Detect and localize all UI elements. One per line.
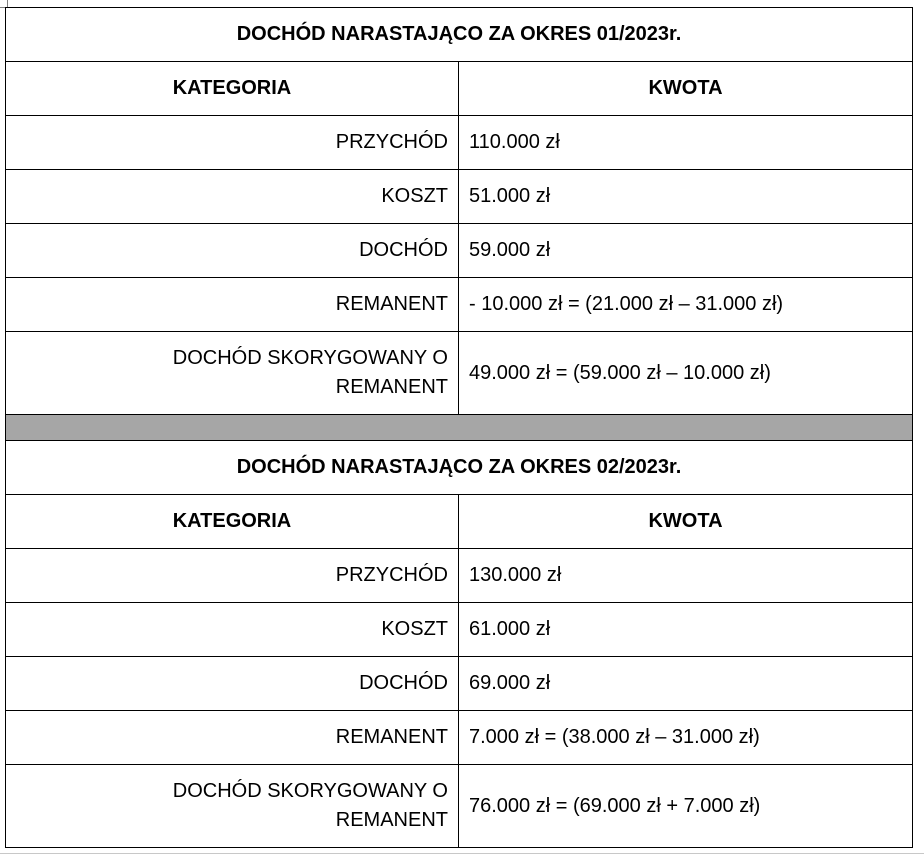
table-row: [6, 657, 913, 711]
header-category: KATEGORIA: [6, 62, 459, 116]
header-row: [6, 495, 913, 549]
header-amount: KWOTA: [459, 495, 913, 549]
section-title-row: [6, 8, 913, 62]
amount-cell: 51.000 zł: [459, 170, 913, 224]
table-row: [6, 332, 913, 415]
header-row: [6, 62, 913, 116]
table-row: [6, 549, 913, 603]
category-cell: PRZYCHÓD: [6, 116, 459, 170]
section-title-row: [6, 441, 913, 495]
section-title: DOCHÓD NARASTAJĄCO ZA OKRES 02/2023r.: [6, 441, 913, 495]
category-line: REMANENT: [335, 809, 448, 831]
amount-cell: 59.000 zł: [459, 224, 913, 278]
category-cell: DOCHÓD: [6, 657, 459, 711]
income-table: [5, 7, 913, 848]
header-amount: KWOTA: [459, 62, 913, 116]
amount-cell: 130.000 zł: [459, 549, 913, 603]
section-separator-row: [6, 415, 913, 441]
table-row: [6, 765, 913, 848]
table-row: [6, 603, 913, 657]
table-row: [6, 224, 913, 278]
category-line: REMANENT: [335, 376, 448, 398]
category-line: DOCHÓD SKORYGOWANY O: [172, 780, 448, 802]
amount-cell: - 10.000 zł = (21.000 zł – 31.000 zł): [459, 278, 913, 332]
section-title: DOCHÓD NARASTAJĄCO ZA OKRES 01/2023r.: [6, 8, 913, 62]
header-category: KATEGORIA: [6, 495, 459, 549]
category-cell: [6, 765, 459, 848]
category-cell: REMANENT: [6, 278, 459, 332]
amount-cell: 7.000 zł = (38.000 zł – 31.000 zł): [459, 711, 913, 765]
table-row: [6, 170, 913, 224]
category-cell: REMANENT: [6, 711, 459, 765]
amount-cell: 110.000 zł: [459, 116, 913, 170]
category-cell: PRZYCHÓD: [6, 549, 459, 603]
category-cell: [6, 332, 459, 415]
amount-cell: 76.000 zł = (69.000 zł + 7.000 zł): [459, 765, 913, 848]
table-row: [6, 711, 913, 765]
category-line: DOCHÓD SKORYGOWANY O: [172, 347, 448, 369]
amount-cell: 69.000 zł: [459, 657, 913, 711]
category-cell: KOSZT: [6, 170, 459, 224]
amount-cell: 61.000 zł: [459, 603, 913, 657]
section-separator: [6, 415, 913, 441]
page-bottom-rule: [0, 853, 924, 854]
category-cell: KOSZT: [6, 603, 459, 657]
category-cell: DOCHÓD: [6, 224, 459, 278]
table-row: [6, 278, 913, 332]
table-row: [6, 116, 913, 170]
amount-cell: 49.000 zł = (59.000 zł – 10.000 zł): [459, 332, 913, 415]
